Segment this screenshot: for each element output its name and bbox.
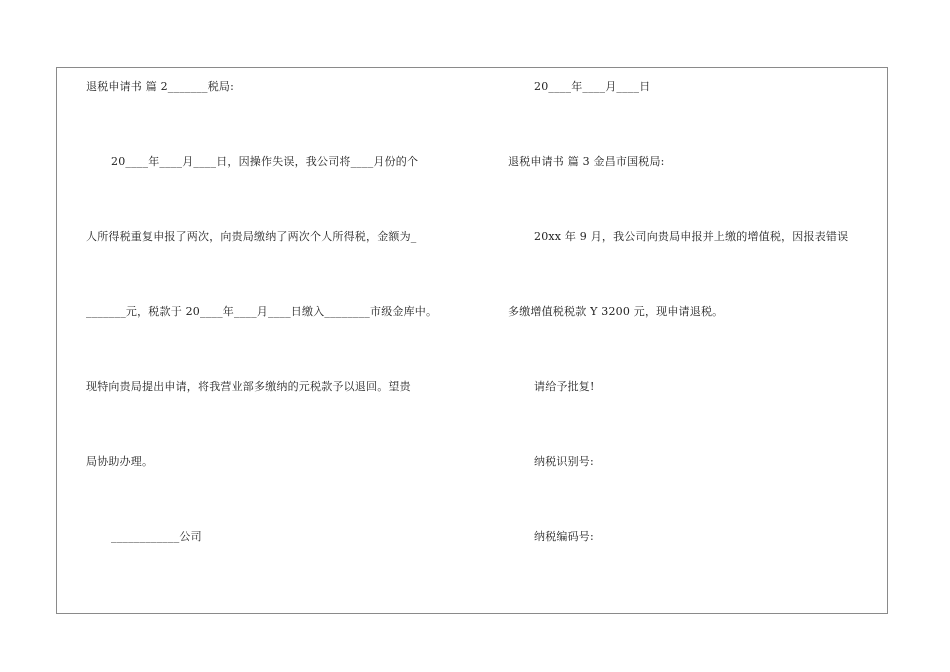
left-paragraph-line-3: _______元，税款于 20____年____月____日缴入________市级金库中。 bbox=[86, 305, 438, 318]
right-title: 退税申请书 篇 3 金昌市国税局: bbox=[508, 155, 665, 168]
right-paragraph-line-1: 20xx 年 9 月，我公司向贵局申报并上缴的增值税，因报表错误 bbox=[534, 230, 849, 243]
right-paragraph-line-2: 多缴增值税税款 Y 3200 元，现申请退税。 bbox=[508, 305, 724, 318]
right-tax-id-label: 纳税识别号: bbox=[534, 455, 594, 468]
left-paragraph-line-4: 现特向贵局提出申请，将我营业部多缴纳的元税款予以退回。望贵 bbox=[86, 380, 411, 393]
right-date: 20____年____月____日 bbox=[534, 80, 651, 93]
left-paragraph-line-5: 局协助办理。 bbox=[86, 455, 154, 468]
right-request-reply: 请给予批复! bbox=[534, 380, 595, 393]
left-title: 退税申请书 篇 2_______税局: bbox=[86, 80, 234, 93]
left-paragraph-line-1: 20____年____月____日，因操作失误，我公司将____月份的个 bbox=[111, 155, 419, 168]
left-signature-company: ____________公司 bbox=[111, 530, 202, 543]
right-tax-code-label: 纳税编码号: bbox=[534, 530, 594, 543]
left-paragraph-line-2: 人所得税重复申报了两次，向贵局缴纳了两次个人所得税，金额为_ bbox=[86, 230, 417, 243]
